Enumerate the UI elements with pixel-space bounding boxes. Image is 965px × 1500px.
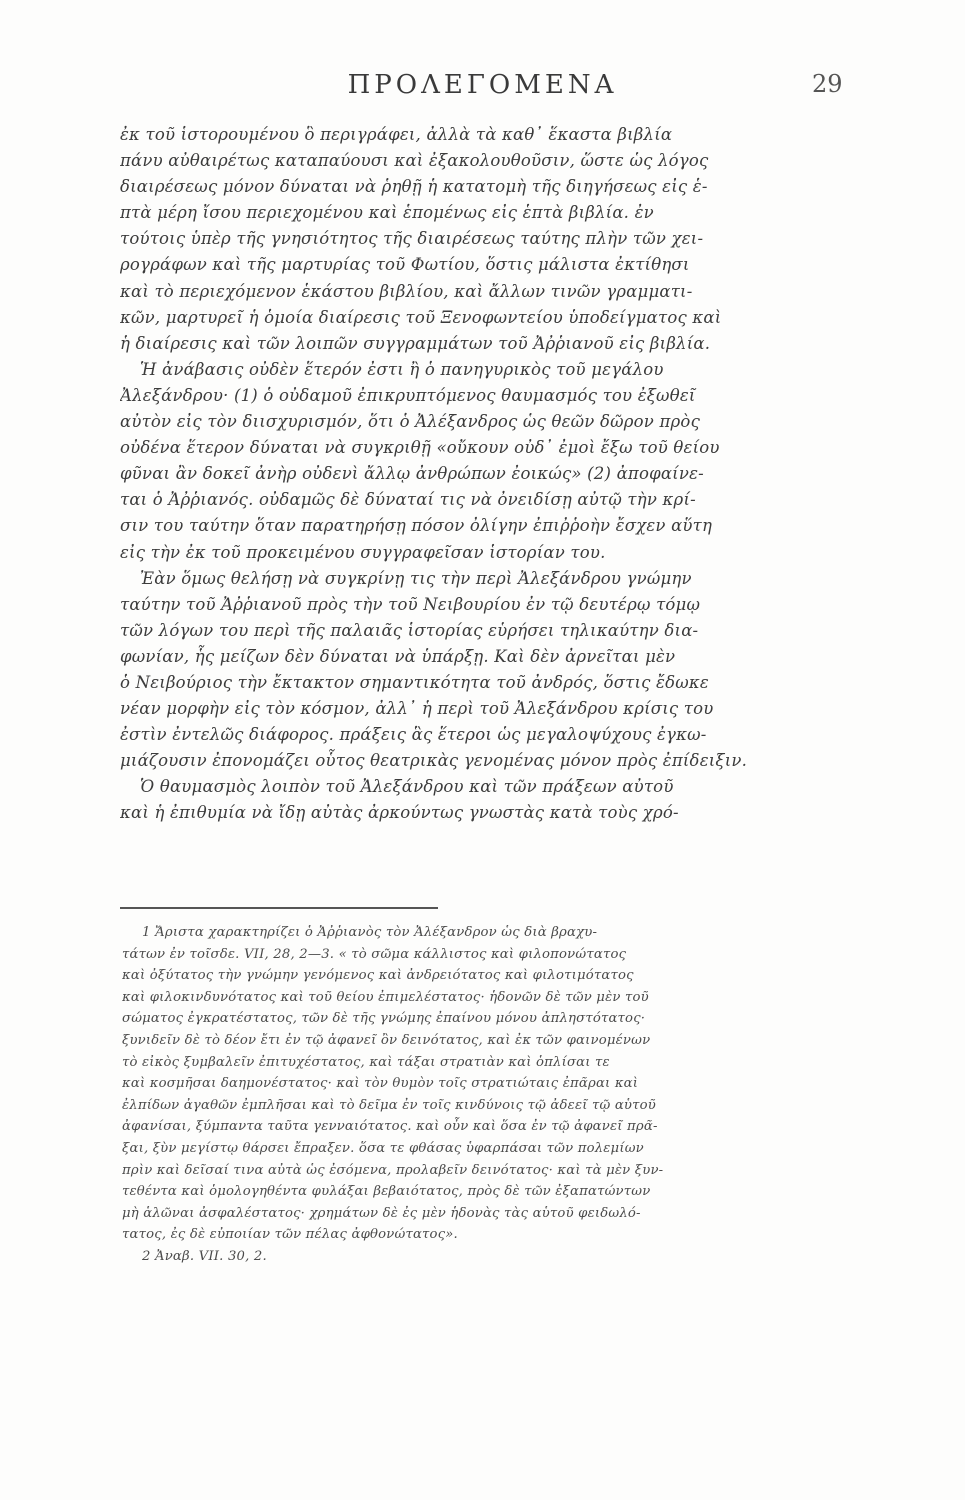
footnote-line: ξαι, ξὺν μεγίστῳ θάρσει ἔπραξεν. ὅσα τε φθάσας ὑφαρπάσαι τῶν πολεμίων — [122, 1140, 644, 1156]
text-line: σιν του ταύτην ὅταν παρατηρήσῃ πόσον ὀλίγην ἐπιῤῥοὴν ἔσχεν αὕτη — [120, 516, 713, 536]
text-line: Ἡ ἀνάβασις οὐδὲν ἕτερόν ἐστι ἢ ὁ πανηγυρικὸς τοῦ μεγάλου — [140, 359, 664, 379]
footnote-line: ἀφανίσαι, ξύμπαντα ταῦτα γενναιότατος. καὶ οὖν καὶ ὅσα ἐν τῷ ἀφανεῖ πρᾶ- — [122, 1119, 658, 1135]
text-line: πτὰ μέρη ἴσου περιεχομένου καὶ ἑπομένως εἰς ἑπτὰ βιβλία. ἐν — [120, 203, 654, 223]
footnote-line: πρὶν καὶ δεῖσαί τινα αὐτὰ ὡς ἐσόμενα, προλαβεῖν δεινότατος· καὶ τὰ μὲν ξυν- — [122, 1162, 664, 1178]
text-line: ρογράφων καὶ τῆς μαρτυρίας τοῦ Φωτίου, ὅστις μάλιστα ἐκτίθησι — [120, 255, 690, 275]
text-line: κῶν, μαρτυρεῖ ἡ ὁμοία διαίρεσις τοῦ Ξενοφωντείου ὑποδείγματος καὶ — [120, 307, 722, 327]
footnote-line: ξυνιδεῖν δὲ τὸ δέον ἔτι ἐν τῷ ἀφανεῖ ὂν δεινότατος, καὶ ἐκ τῶν φαινομένων — [122, 1032, 651, 1048]
page-number: 29 — [812, 70, 843, 98]
text-line: νέαν μορφὴν εἰς τὸν κόσμον, ἀλλ᾽ ἡ περὶ τοῦ Ἀλεξάνδρου κρίσις του — [120, 699, 714, 719]
text-line: φῦναι ἂν δοκεῖ ἀνὴρ οὐδενὶ ἄλλῳ ἀνθρώπων ἐοικώς» (2) ἀποφαίνε- — [120, 464, 704, 484]
footnote-line: καὶ κοσμῆσαι δαημονέστατος· καὶ τὸν θυμὸν τοῖς στρατιώταις ἐπᾶραι καὶ — [122, 1076, 639, 1092]
text-line: εἰς τὴν ἐκ τοῦ προκειμένου συγγραφεῖσαν ἱστορίαν του. — [120, 542, 606, 562]
text-line: ὁ Νειβούριος τὴν ἔκτακτον σημαντικότητα τοῦ ἀνδρός, ὅστις ἔδωκε — [120, 672, 709, 692]
footnote-line: 2 Ἀναβ. VII. 30, 2. — [142, 1248, 267, 1264]
text-line: ταύτην τοῦ Ἀῤῥιανοῦ πρὸς τὴν τοῦ Νειβουρίου ἐν τῷ δευτέρῳ τόμῳ — [120, 594, 701, 614]
text-line: καὶ ἡ ἐπιθυμία νὰ ἴδῃ αὐτὰς ἀρκούντως γνωστὰς κατὰ τοὺς χρό- — [120, 803, 679, 823]
text-line: ἐστὶν ἐντελῶς διάφορος. πράξεις ἃς ἕτεροι ὡς μεγαλοψύχους ἐγκω- — [120, 725, 707, 745]
text-line: οὐδένα ἕτερον δύναται νὰ συγκριθῇ «οὔκουν οὐδ᾽ ἐμοὶ ἔξω τοῦ θείου — [120, 438, 720, 458]
running-head — [0, 70, 965, 110]
page-title: ΠΡΟΛΕΓΟΜΕΝΑ — [347, 70, 618, 100]
footnote-line: τατος, ἐς δὲ εὐποιίαν τῶν πέλας ἀφθονώτατος». — [122, 1227, 458, 1243]
footnote-line: τὸ εἰκὸς ξυμβαλεῖν ἐπιτυχέστατος, καὶ τάξαι στρατιὰν καὶ ὁπλίσαι τε — [122, 1054, 610, 1070]
text-line: τούτοις ὑπὲρ τῆς γνησιότητος τῆς διαιρέσεως ταύτης πλὴν τῶν χει- — [120, 229, 704, 249]
footnotes — [122, 922, 828, 1268]
text-line: ἡ διαίρεσις καὶ τῶν λοιπῶν συγγραμμάτων τοῦ Ἀῤῥιανοῦ εἰς βιβλία. — [120, 333, 711, 353]
footnote-line: ἐλπίδων ἀγαθῶν ἐμπλῆσαι καὶ τὸ δεῖμα ἐν τοῖς κινδύνοις τῷ ἀδεεῖ τῷ αὑτοῦ — [122, 1097, 656, 1113]
footnote-line: τάτων ἐν τοῖσδε. VII, 28, 2—3. « τὸ σῶμα κάλλιστος καὶ φιλοπονώτατος — [122, 946, 627, 962]
text-line: πάνυ αὐθαιρέτως καταπαύουσι καὶ ἐξακολουθοῦσιν, ὥστε ὡς λόγος — [120, 151, 709, 171]
text-line: Ὁ θαυμασμὸς λοιπὸν τοῦ Ἀλεξάνδρου καὶ τῶν πράξεων αὐτοῦ — [140, 777, 674, 797]
text-line: ται ὁ Ἀῤῥιανός. οὐδαμῶς δὲ δύναταί τις νὰ ὀνειδίσῃ αὐτῷ τὴν κρί- — [120, 490, 696, 510]
text-line: αὐτὸν εἰς τὸν διισχυρισμόν, ὅτι ὁ Ἀλέξανδρος ὡς θεῶν δῶρον πρὸς — [120, 412, 701, 432]
footnote-line: τεθέντα καὶ ὁμολογηθέντα φυλάξαι βεβαιότατος, πρὸς δὲ τῶν ἐξαπατώντων — [122, 1184, 651, 1200]
footnote-line: καὶ φιλοκινδυνότατος καὶ τοῦ θείου ἐπιμελέστατος· ἡδονῶν δὲ τῶν μὲν τοῦ — [122, 989, 649, 1005]
footnote-line: καὶ ὀξύτατος τὴν γνώμην γενόμενος καὶ ἀνδρειότατος καὶ φιλοτιμότατος — [122, 968, 634, 984]
footnote-line: 1 Ἄριστα χαρακτηρίζει ὁ Ἀῤῥιανὸς τὸν Ἀλέξανδρον ὡς διὰ βραχυ- — [142, 925, 598, 940]
text-line: φωνίαν, ἧς μείζων δὲν δύναται νὰ ὑπάρξῃ. Καὶ δὲν ἀρνεῖται μὲν — [120, 646, 676, 666]
main-text — [120, 122, 826, 827]
text-line: διαιρέσεως μόνον δύναται νὰ ῥηθῇ ἡ κατατομὴ τῆς διηγήσεως εἰς ἑ- — [120, 177, 708, 197]
text-line: τῶν λόγων του περὶ τῆς παλαιᾶς ἱστορίας εὑρήσει τηλικαύτην δια- — [120, 620, 699, 640]
text-line: Ἐὰν ὅμως θελήσῃ νὰ συγκρίνῃ τις τὴν περὶ Ἀλεξάνδρου γνώμην — [140, 568, 692, 588]
text-line: μιάζουσιν ἐπονομάζει οὗτος θεατρικὰς γενομένας μόνον πρὸς ἐπίδειξιν. — [120, 751, 748, 771]
footnote-line: μὴ ἁλῶναι ἀσφαλέστατος· χρημάτων δὲ ἐς μὲν ἡδονὰς τὰς αὑτοῦ φειδωλό- — [122, 1205, 641, 1221]
text-line: καὶ τὸ περιεχόμενον ἑκάστου βιβλίου, καὶ ἄλλων τινῶν γραμματι- — [120, 281, 693, 301]
footnote-divider — [120, 907, 438, 909]
footnote-line: σώματος ἐγκρατέστατος, τῶν δὲ τῆς γνώμης ἐπαίνου μόνου ἀπληστότατος· — [122, 1011, 646, 1027]
text-line: ἐκ τοῦ ἱστορουμένου ὃ περιγράφει, ἀλλὰ τὰ καθ᾽ ἕκαστα βιβλία — [120, 125, 673, 144]
text-line: Ἀλεξάνδρου· (1) ὁ οὐδαμοῦ ἐπικρυπτόμενος θαυμασμός του ἐξωθεῖ — [120, 385, 696, 405]
